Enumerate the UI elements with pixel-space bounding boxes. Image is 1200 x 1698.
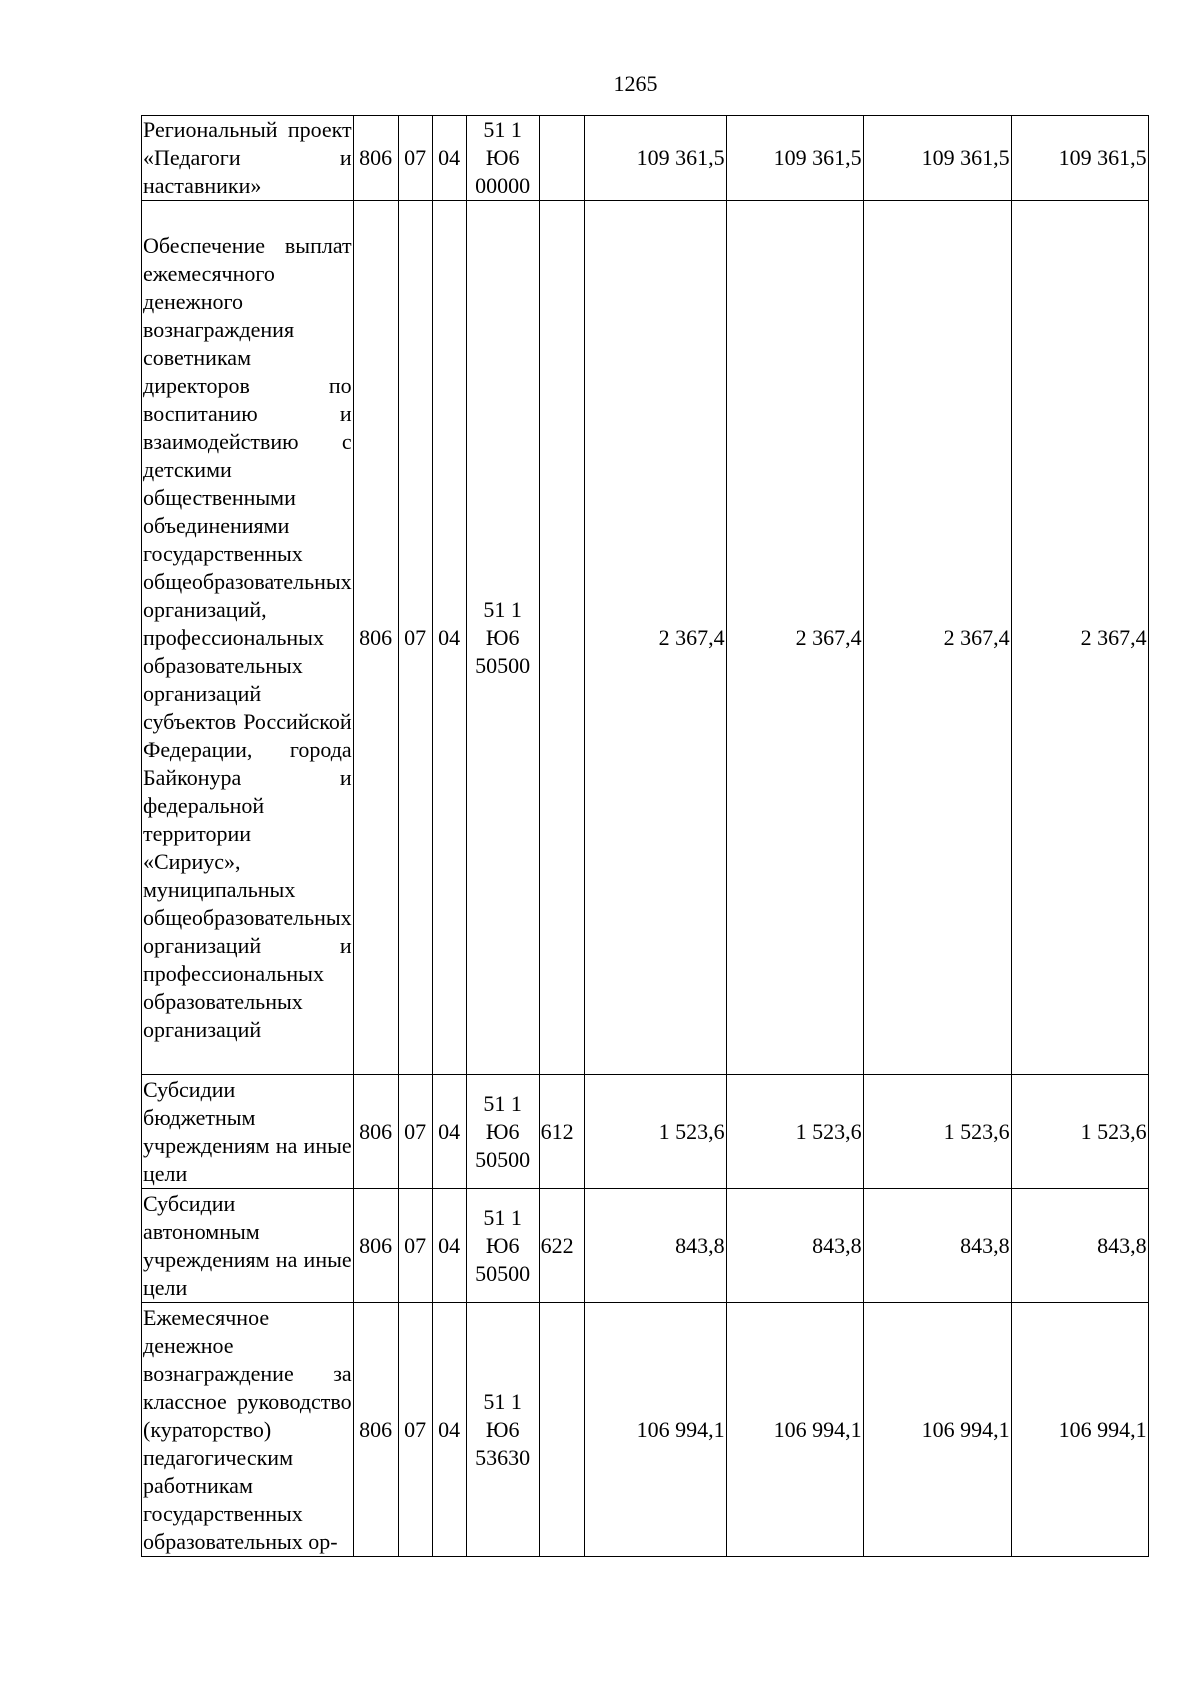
amount-cell: 106 994,1 xyxy=(863,1303,1011,1557)
amount-cell: 843,8 xyxy=(584,1189,726,1303)
amount-cell: 106 994,1 xyxy=(584,1303,726,1557)
table-row xyxy=(142,116,1149,201)
ved-code: 806 xyxy=(353,201,398,1075)
amount-cell: 843,8 xyxy=(1011,1189,1148,1303)
amount-cell: 109 361,5 xyxy=(863,116,1011,201)
amount-cell: 1 523,6 xyxy=(1011,1075,1148,1189)
budget-table xyxy=(141,115,1149,1557)
expense-type-code xyxy=(539,1303,584,1557)
table-row xyxy=(142,201,1149,1075)
page-number: 1265 xyxy=(613,71,658,96)
csr-part: Ю6 xyxy=(485,145,520,170)
amount-cell: 843,8 xyxy=(726,1189,863,1303)
amount-cell: 1 523,6 xyxy=(726,1075,863,1189)
target-article-code xyxy=(466,1189,539,1303)
amount-cell: 109 361,5 xyxy=(726,116,863,201)
csr-part: Ю6 xyxy=(485,1416,520,1442)
table-row xyxy=(142,1189,1149,1303)
ved-code: 806 xyxy=(353,116,398,201)
section-code: 07 xyxy=(398,1075,432,1189)
subsection-code: 04 xyxy=(432,1189,466,1303)
row-name: Ежемесячное денежное вознаграждение за классное руководство (кураторство) педагогическим работникам государственных образовательных ор- xyxy=(142,1303,354,1557)
amount-cell: 2 367,4 xyxy=(863,201,1011,1075)
amount-cell: 1 523,6 xyxy=(863,1075,1011,1189)
csr-part: 51 1 xyxy=(483,117,522,142)
row-name: Субсидии автономным учреждениям на иные цели xyxy=(142,1189,354,1303)
section-code: 07 xyxy=(398,116,432,201)
csr-part: 50500 xyxy=(475,1260,531,1286)
amount-cell: 843,8 xyxy=(863,1189,1011,1303)
amount-cell: 2 367,4 xyxy=(726,201,863,1075)
ved-code: 806 xyxy=(353,1303,398,1557)
amount-cell: 109 361,5 xyxy=(1011,116,1148,201)
csr-part: 00000 xyxy=(475,173,531,198)
subsection-code: 04 xyxy=(432,1303,466,1557)
subsection-code: 04 xyxy=(432,201,466,1075)
section-code: 07 xyxy=(398,1189,432,1303)
csr-part: Ю6 xyxy=(485,1232,520,1258)
table-row xyxy=(142,1075,1149,1189)
amount-cell: 106 994,1 xyxy=(1011,1303,1148,1557)
row-name: Обеспечение выплат ежемесячного денежного вознаграждения советникам директоров по воспитанию и взаимодействию с детскими общественными объединениями государственных общеобразовательных организаций, профессиональных образовательных организаций субъектов Российской Федерации, города Байконура и федеральной территории «Сириус», муниципальных общеобразовательных организаций и профессиональных образовательных организаций xyxy=(142,201,354,1075)
ved-code: 806 xyxy=(353,1075,398,1189)
expense-type-code: 612 xyxy=(539,1075,584,1189)
csr-part: 53630 xyxy=(475,1444,531,1470)
amount-cell: 106 994,1 xyxy=(726,1303,863,1557)
target-article-code xyxy=(466,201,539,1075)
csr-part: 51 1 xyxy=(483,1090,522,1116)
csr-part: 51 1 xyxy=(483,1204,522,1230)
csr-part: 50500 xyxy=(475,652,531,678)
subsection-code: 04 xyxy=(432,1075,466,1189)
csr-part: 50500 xyxy=(475,1146,531,1172)
row-name: Региональный проект «Педагоги и наставники» xyxy=(142,116,354,201)
expense-type-code xyxy=(539,201,584,1075)
amount-cell: 2 367,4 xyxy=(584,201,726,1075)
amount-cell: 1 523,6 xyxy=(584,1075,726,1189)
table-row xyxy=(142,1303,1149,1557)
target-article-code xyxy=(466,1075,539,1189)
target-article-code xyxy=(466,1303,539,1557)
csr-part: Ю6 xyxy=(485,624,520,650)
section-code: 07 xyxy=(398,201,432,1075)
csr-part: 51 1 xyxy=(483,1388,522,1414)
section-code: 07 xyxy=(398,1303,432,1557)
row-name: Субсидии бюджетным учреждениям на иные цели xyxy=(142,1075,354,1189)
expense-type-code: 622 xyxy=(539,1189,584,1303)
csr-part: Ю6 xyxy=(485,1118,520,1144)
expense-type-code xyxy=(539,116,584,201)
csr-part: 51 1 xyxy=(483,596,522,622)
target-article-code xyxy=(466,116,539,201)
amount-cell: 109 361,5 xyxy=(584,116,726,201)
amount-cell: 2 367,4 xyxy=(1011,201,1148,1075)
ved-code: 806 xyxy=(353,1189,398,1303)
subsection-code: 04 xyxy=(432,116,466,201)
